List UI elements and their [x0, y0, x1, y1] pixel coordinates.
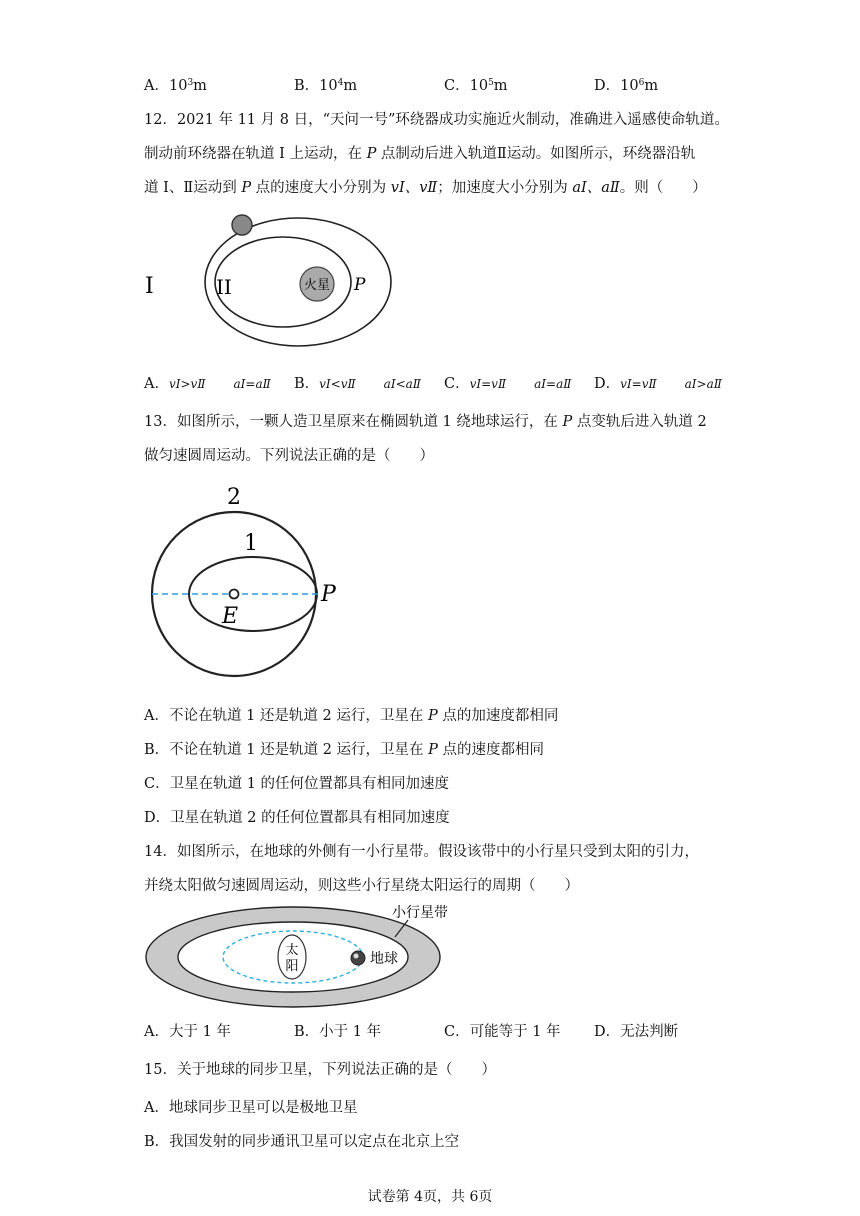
option-letter: B．	[294, 376, 320, 392]
q14-option-c	[444, 1020, 561, 1041]
option-letter: B．	[294, 1024, 320, 1040]
point-p: P	[241, 180, 252, 196]
velocity-symbols: vI、vⅡ	[390, 180, 438, 196]
option-text: 点的速度都相同	[437, 742, 545, 758]
q15-stem: 15．关于地球的同步卫星，下列说法正确的是（ ）	[144, 1062, 496, 1078]
option-velocity: vI=vⅡ	[620, 377, 657, 391]
q14-option-b	[294, 1020, 381, 1041]
orbit-2-label: 2	[227, 485, 241, 510]
stem-text: 点制动后进入轨道Ⅱ运动。如图所示，环绕器沿轨	[376, 146, 696, 162]
option-base: 10	[469, 78, 489, 94]
q13-option-c	[144, 772, 449, 793]
point-p: P	[366, 146, 377, 162]
point-p-label: P	[321, 582, 336, 607]
earth-label: 地球	[370, 951, 398, 967]
q12-option-c	[444, 372, 571, 393]
q13-stem-line-2: 做匀速圆周运动。下列说法正确的是（ ）	[144, 448, 434, 464]
stem-text: 点的速度大小分别为	[251, 180, 391, 196]
q11-option-b	[294, 74, 357, 95]
stem-text: 制动前环绕器在轨道 I 上运动，在	[144, 146, 367, 162]
stem-text: 13．如图所示，一颗人造卫星原来在椭圆轨道 1 绕地球运行，在	[144, 414, 563, 430]
stem-text: ；加速度大小分别为	[437, 180, 573, 196]
option-text: 我国发射的同步通讯卫星可以定点在北京上空	[169, 1134, 460, 1150]
q12-option-a	[144, 372, 271, 393]
point-p-label: P	[354, 275, 366, 295]
option-acceleration: aI=aⅡ	[534, 377, 572, 391]
option-text: 地球同步卫星可以是极地卫星	[168, 1100, 358, 1116]
q12-stem-line-2	[144, 142, 695, 163]
option-text: 无法判断	[620, 1024, 679, 1040]
option-text: 可能等于 1 年	[469, 1024, 561, 1040]
option-base: 10	[168, 78, 188, 94]
option-text: 卫星在轨道 2 的任何位置都具有相同加速度	[170, 810, 450, 826]
option-letter: C．	[444, 376, 470, 392]
orbit-1-label: 1	[244, 531, 258, 556]
orbiter-dot	[232, 215, 252, 235]
q13-orbit-figure	[140, 478, 360, 684]
earth-center-label: E	[222, 604, 239, 629]
sun-label-2: 阳	[285, 959, 299, 974]
option-unit: m	[644, 78, 659, 94]
q12-stem-line-3	[144, 176, 707, 197]
earth-ball	[351, 951, 365, 965]
option-letter: C．	[444, 78, 470, 94]
option-letter: D．	[594, 78, 621, 94]
earth-highlight	[354, 954, 359, 959]
option-text: 大于 1 年	[168, 1024, 231, 1040]
q11-option-c	[444, 74, 508, 95]
option-acceleration: aI>aⅡ	[684, 377, 722, 391]
stem-text: 点变轨后进入轨道 2	[572, 414, 707, 430]
option-letter: B．	[294, 78, 320, 94]
q11-option-a	[144, 74, 207, 95]
stem-text: 。则（ ）	[619, 180, 707, 196]
option-text: 小于 1 年	[319, 1024, 382, 1040]
option-letter: A．	[144, 1024, 169, 1040]
option-exponent: 3	[187, 78, 194, 88]
option-base: 10	[319, 78, 338, 94]
point-p: P	[562, 414, 573, 430]
option-letter: D．	[594, 1024, 621, 1040]
option-text: 不论在轨道 1 还是轨道 2 运行，卫星在	[169, 742, 429, 758]
q14-option-a	[144, 1020, 231, 1041]
q13-option-d	[144, 806, 450, 827]
orbit-1-label: I	[145, 274, 154, 299]
option-velocity: vI<vⅡ	[319, 377, 356, 391]
sun-label-1: 太	[285, 943, 299, 958]
acceleration-symbols: aI、aⅡ	[572, 180, 620, 196]
q14-asteroid-belt-figure	[140, 900, 450, 1010]
point-p: P	[428, 742, 438, 758]
option-unit: m	[343, 78, 358, 94]
q13-stem-line-1	[144, 410, 707, 431]
option-unit: m	[193, 78, 207, 94]
option-exponent: 4	[337, 78, 344, 88]
q13-option-b	[144, 738, 544, 759]
option-velocity: vI>vⅡ	[168, 377, 206, 391]
option-letter: A．	[144, 708, 169, 724]
orbit-2-label: II	[216, 275, 232, 299]
q12-option-b	[294, 372, 421, 393]
option-unit: m	[493, 78, 508, 94]
page-footer: 试卷第 4页，共 6页	[367, 1189, 493, 1205]
q15-option-a	[144, 1096, 357, 1117]
q13-option-a	[144, 704, 558, 725]
option-letter: A．	[144, 1100, 169, 1116]
mars-label: 火星	[303, 278, 331, 293]
option-acceleration: aI=aⅡ	[233, 377, 271, 391]
point-p: P	[427, 708, 438, 724]
option-letter: B．	[144, 742, 170, 758]
option-velocity: vI=vⅡ	[469, 377, 507, 391]
option-letter: D．	[144, 810, 171, 826]
q12-option-d	[594, 372, 722, 393]
q14-option-d	[594, 1020, 678, 1041]
asteroid-belt-label: 小行星带	[392, 905, 448, 921]
option-exponent: 6	[638, 78, 645, 88]
q14-stem-line-1: 14．如图所示，在地球的外侧有一小行星带。假设该带中的小行星只受到太阳的引力，	[144, 844, 699, 860]
option-letter: D．	[594, 376, 621, 392]
option-exponent: 5	[488, 78, 494, 88]
q12-stem-line-1: 12．2021 年 11 月 8 日，“天问一号”环绕器成功实施近火制动，准确进入遥感使命轨道。	[144, 112, 729, 128]
option-letter: C．	[444, 1024, 470, 1040]
option-text: 不论在轨道 1 还是轨道 2 运行，卫星在	[168, 708, 428, 724]
q11-option-d	[594, 74, 658, 95]
option-letter: A．	[144, 78, 169, 94]
option-text: 点的加速度都相同	[437, 708, 559, 724]
option-acceleration: aI<aⅡ	[383, 377, 421, 391]
q14-stem-line-2: 并绕太阳做匀速圆周运动，则这些小行星绕太阳运行的周期（ ）	[144, 878, 579, 894]
q12-orbit-figure	[140, 205, 400, 355]
earth-center-dot	[230, 590, 239, 599]
option-text: 卫星在轨道 1 的任何位置都具有相同加速度	[169, 776, 450, 792]
option-base: 10	[620, 78, 639, 94]
stem-text: 道 I、Ⅱ运动到	[144, 180, 242, 196]
option-letter: C．	[144, 776, 170, 792]
option-letter: A．	[144, 376, 169, 392]
q15-option-b	[144, 1130, 459, 1151]
option-letter: B．	[144, 1134, 170, 1150]
